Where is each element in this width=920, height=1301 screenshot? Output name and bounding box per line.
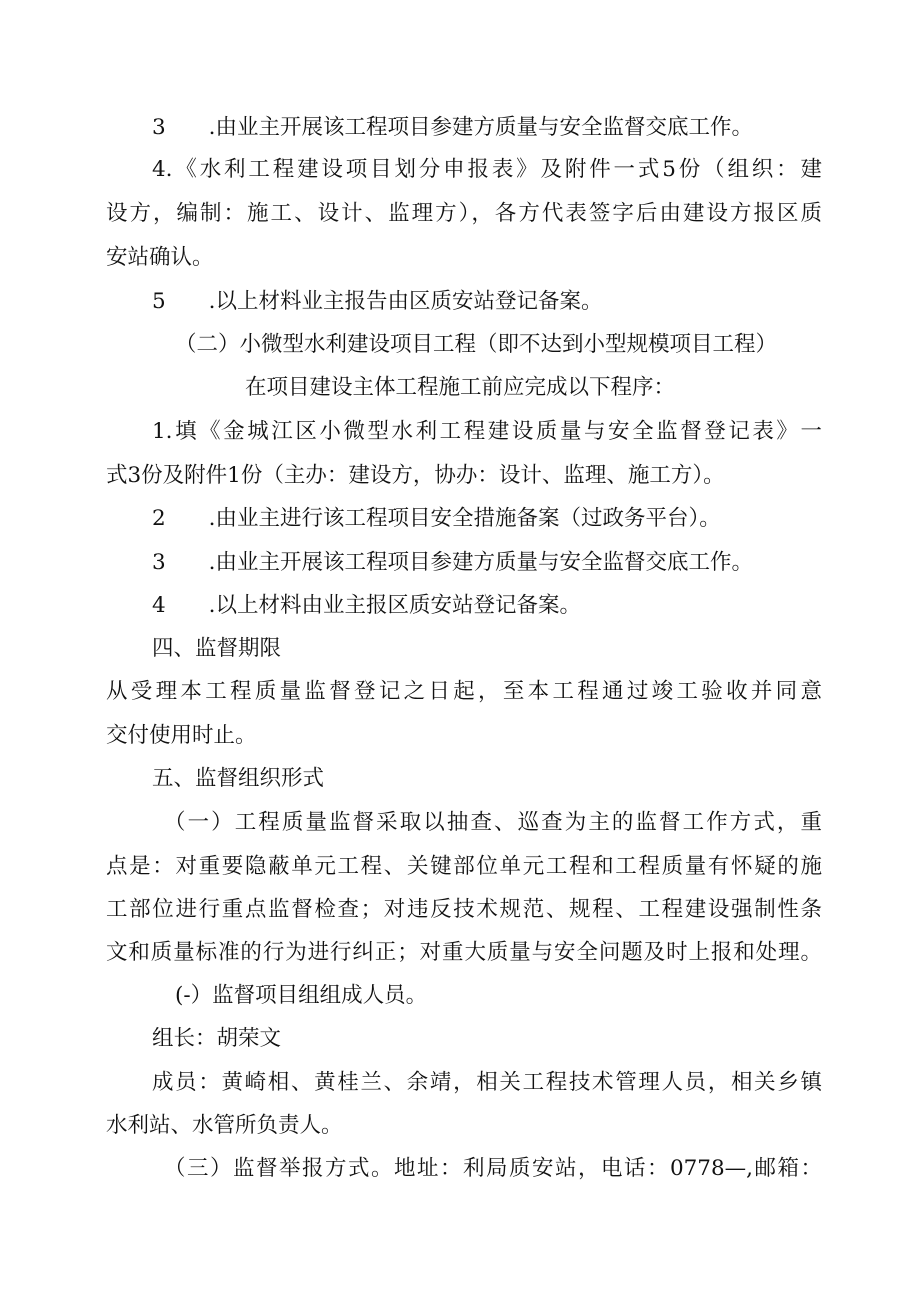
text-line: 3 .由业主开展该工程项目参建方质量与安全监督交底工作。 — [152, 550, 754, 575]
text-line: (-）监督项目组组成人员。 — [175, 983, 428, 1008]
section-heading: （二）小微型水利建设项目工程（即不达到小型规模项目工程） — [175, 332, 778, 357]
text-line: 从受理本工程质量监督登记之日起，至本工程通过竣工验收并同意 — [106, 679, 822, 704]
section-heading: 五、监督组织形式 — [152, 766, 325, 791]
text-line: 安站确认。 — [106, 245, 214, 270]
text-line: 式3份及附件1份（主办：建设方，协办：设计、监理、施工方）。 — [106, 463, 725, 488]
section-heading-cont: 在项目建设主体工程施工前应完成以下程序： — [244, 375, 675, 400]
text-line: 1.填《金城江区小微型水利工程建设质量与安全监督登记表》一 — [152, 419, 822, 444]
text-line: （一）工程质量监督采取以抽查、巡查为主的监督工作方式，重 — [164, 810, 822, 835]
text-line: 成员：黄崎相、黄桂兰、余靖，相关工程技术管理人员，相关乡镇 — [152, 1070, 822, 1095]
text-line: 文和质量标准的行为进行纠正；对重大质量与安全问题及时上报和处理。 — [106, 940, 822, 965]
text-line: 4 .以上材料由业主报区质安站登记备案。 — [152, 593, 582, 618]
text-line: 3 .由业主开展该工程项目参建方质量与安全监督交底工作。 — [152, 115, 754, 140]
text-line: 5 .以上材料业主报告由区质安站登记备案。 — [152, 289, 603, 314]
text-line: 4.《水利工程建设项目划分申报表》及附件一式5份（组织：建 — [152, 157, 822, 182]
text-line: 点是：对重要隐蔽单元工程、关键部位单元工程和工程质量有怀疑的施 — [106, 854, 822, 879]
section-heading: 四、监督期限 — [152, 636, 282, 661]
text-line: 水利站、水管所负责人。 — [106, 1113, 343, 1138]
text-line: 工部位进行重点监督检查；对违反技术规范、规程、工程建设强制性条 — [106, 897, 822, 922]
text-line: （三）监督举报方式。地址：利局质安站，电话：0778—,邮箱： — [164, 1156, 822, 1181]
text-line: 组长：胡荣文 — [152, 1026, 282, 1051]
text-line: 交付使用时止。 — [106, 723, 257, 748]
text-line: 2 .由业主进行该工程项目安全措施备案（过政务平台）。 — [152, 506, 721, 531]
text-line: 设方，编制：施工、设计、监理方），各方代表签字后由建设方报区质 — [106, 201, 822, 226]
